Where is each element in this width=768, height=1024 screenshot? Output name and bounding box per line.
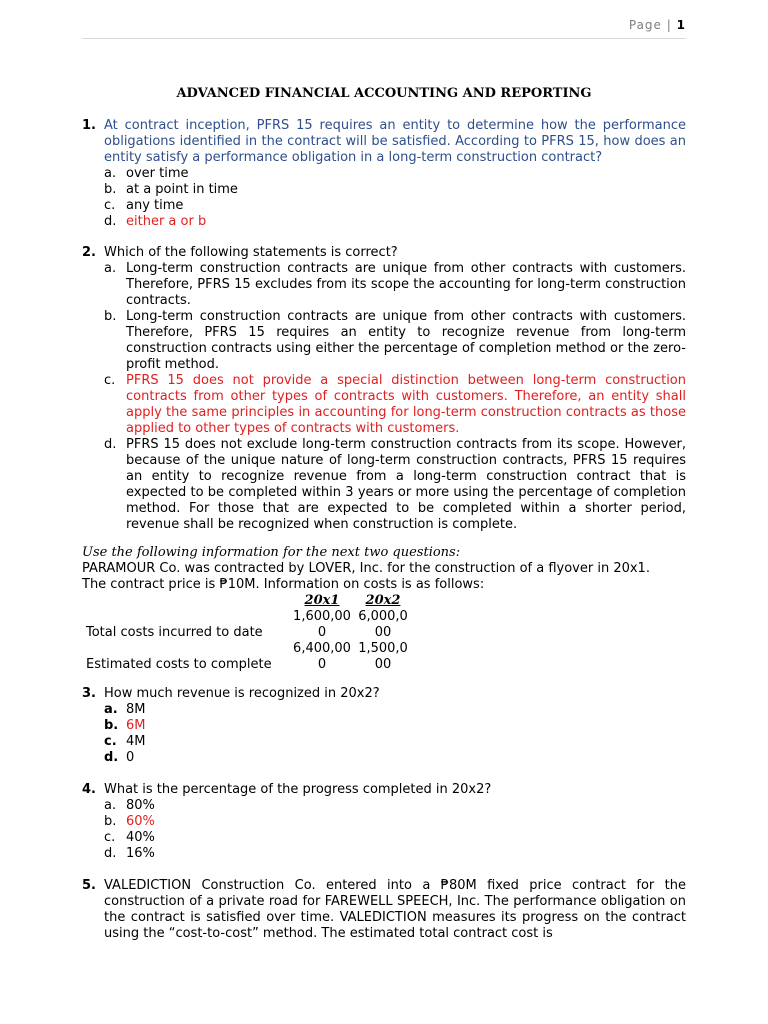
option-c-answer: c. PFRS 15 does not provide a special distinction between long-term construction contracts from other types of contracts with customers. Therefore, an entity shall apply the same principles in accounting for long-term construction contracts as those applied to other types of contracts with customers. (104, 373, 686, 436)
header-divider (82, 38, 686, 39)
info-line-2: The contract price is ₱10M. Information on costs is as follows: (82, 577, 485, 592)
question-number: 2. (82, 245, 96, 260)
question-text: What is the percentage of the progress completed in 20x2? (104, 782, 492, 797)
option-a: a. over time (104, 166, 189, 181)
question-4 (82, 782, 686, 862)
option-b: b. at a point in time (104, 182, 238, 197)
option-d: d. 16% (104, 846, 155, 861)
page-number: 1 (676, 18, 686, 32)
info-intro: Use the following information for the next two questions: (82, 545, 461, 560)
question-text: How much revenue is recognized in 20x2? (104, 686, 380, 701)
option-b: b. Long-term construction contracts are unique from other contracts with customers. Therefore, PFRS 15 requires an entity to recognize revenue from long-term construction contracts using either the percentage of completion method or the zero-profit method. (104, 309, 686, 372)
question-number: 3. (82, 686, 96, 701)
cost-table (86, 593, 412, 673)
page-label: Page (628, 18, 662, 32)
option-c: c. 4M (104, 734, 146, 749)
info-block (82, 545, 686, 673)
question-3 (82, 686, 686, 766)
question-text: VALEDICTION Construction Co. entered into a ₱80M fixed price contract for the construction of a private road for FAREWELL SPEECH, Inc. The performance obligation on the contract is satisfied over time. VALEDICTION measures its progress on the contract using the “cost-to-cost” method. The estimated total contract cost is (104, 878, 686, 941)
question-number: 4. (82, 782, 96, 797)
option-b-answer: b. 6M (104, 718, 146, 733)
question-number: 5. (82, 878, 96, 893)
question-number: 1. (82, 118, 96, 133)
option-d: d. PFRS 15 does not exclude long-term construction contracts from its scope. However, because of the unique nature of long-term construction contracts, PFRS 15 requires an entity to recognize revenue from a long-term construction contract that is expected to be completed within 3 years or more using the percentage of completion method. For those that are expected to be completed within a shorter period, revenue shall be recognized when construction is complete. (104, 437, 686, 532)
option-a: a. Long-term construction contracts are unique from other contracts with customers. Therefore, PFRS 15 excludes from its scope the accounting for long-term construction contracts. (104, 261, 686, 308)
option-c: c. 40% (104, 830, 155, 845)
option-a: a. 80% (104, 798, 155, 813)
option-b-answer: b. 60% (104, 814, 155, 829)
table-row: Total costs incurred to date 1,600,00 0 6,000,0 00 (86, 609, 408, 640)
column-header-20x1: 20x1 (304, 593, 340, 608)
column-header-20x2: 20x2 (365, 593, 401, 608)
document-title: ADVANCED FINANCIAL ACCOUNTING AND REPORTING (176, 86, 592, 101)
option-c: c. any time (104, 198, 184, 213)
option-d-answer: d. either a or b (104, 214, 207, 229)
option-a: a. 8M (104, 702, 146, 717)
page-separator: | (666, 18, 672, 32)
info-line-1: PARAMOUR Co. was contracted by LOVER, Inc. for the construction of a flyover in 20x1. (82, 561, 650, 576)
page-header (82, 18, 686, 32)
question-5 (82, 878, 686, 942)
question-1 (82, 118, 686, 230)
question-text: At contract inception, PFRS 15 requires an entity to determine how the performance obligations identified in the contract will be satisfied. According to PFRS 15, how does an entity satisfy a performance obligation in a long-term construction contract? (104, 118, 686, 165)
question-text: Which of the following statements is correct? (104, 245, 398, 260)
option-d: d. 0 (104, 750, 135, 765)
question-2 (82, 245, 686, 533)
table-row: Estimated costs to complete 6,400,00 0 1,500,0 00 (86, 641, 408, 672)
